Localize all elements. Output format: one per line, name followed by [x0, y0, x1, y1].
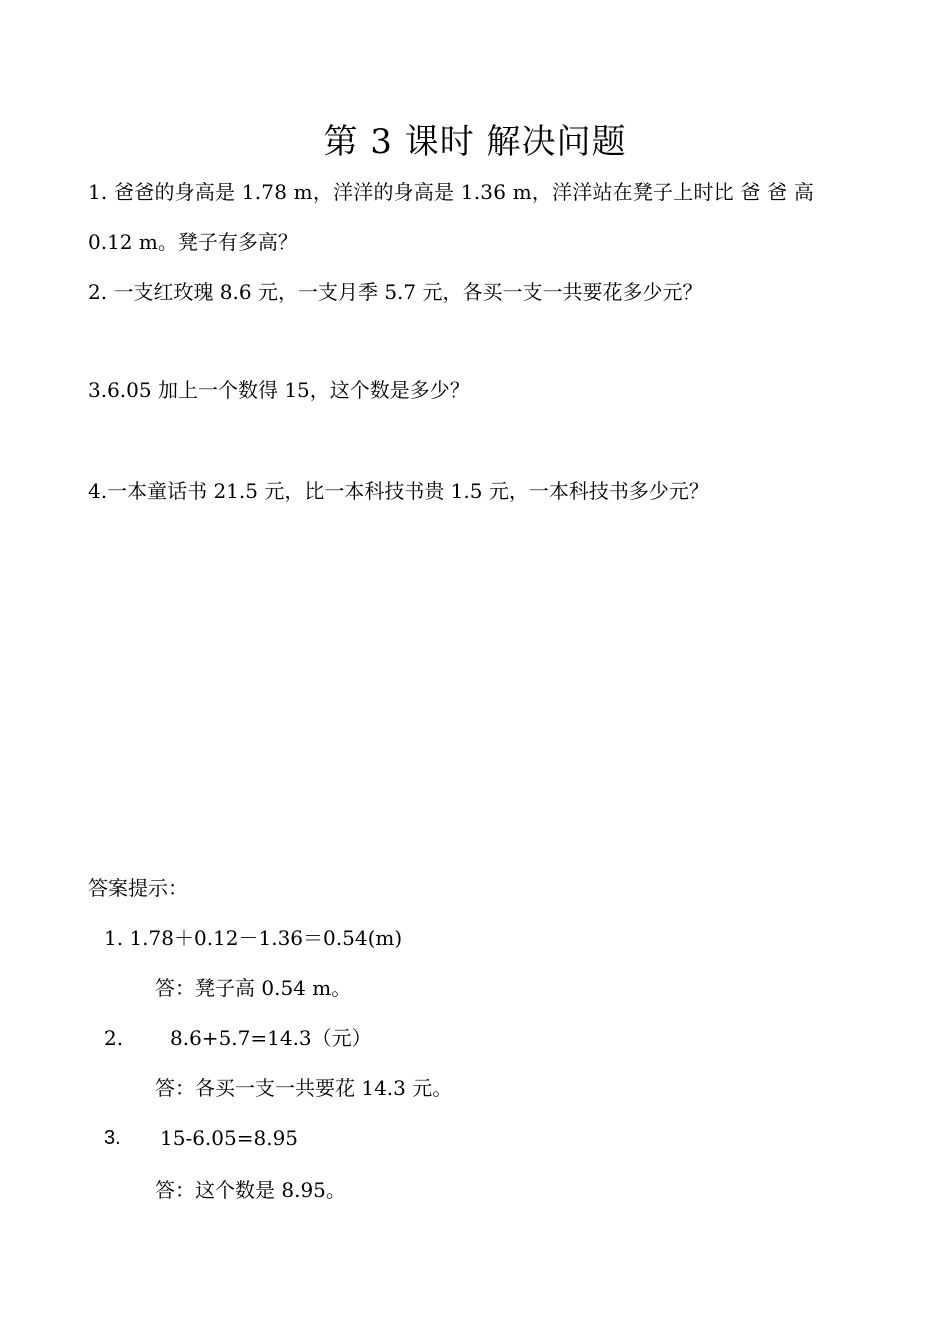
question-1-line-2: 0.12 m。凳子有多高？ — [88, 230, 298, 254]
answer-1-reply: 答：凳子高 0.54 m。 — [155, 976, 352, 1000]
answer-2-number: 2. — [104, 1026, 124, 1050]
question-3: 3.6.05 加上一个数得 15，这个数是多少？ — [88, 378, 470, 402]
question-2: 2. 一支红玫瑰 8.6 元，一支月季 5.7 元，各买一支一共要花多少元？ — [88, 280, 703, 304]
answer-3-equation: 15-6.05=8.95 — [160, 1126, 299, 1150]
page-title: 第 3 课时 解决问题 — [323, 122, 627, 162]
answer-1-equation: 1. 1.78＋0.12－1.36＝0.54(m) — [104, 926, 403, 950]
answer-2-equation: 8.6+5.7=14.3（元） — [170, 1026, 372, 1050]
answer-3-number: 3. — [104, 1127, 121, 1149]
question-1-line-1: 1. 爸爸的身高是 1.78 m，洋洋的身高是 1.36 m，洋洋站在凳子上时比 爸 爸 高 — [88, 180, 815, 204]
answers-heading: 答案提示： — [88, 876, 188, 900]
question-4: 4.一本童话书 21.5 元，比一本科技书贵 1.5 元，一本科技书多少元？ — [88, 479, 709, 503]
answer-2-reply: 答：各买一支一共要花 14.3 元。 — [155, 1076, 453, 1100]
answer-3-reply: 答：这个数是 8.95。 — [155, 1178, 346, 1202]
